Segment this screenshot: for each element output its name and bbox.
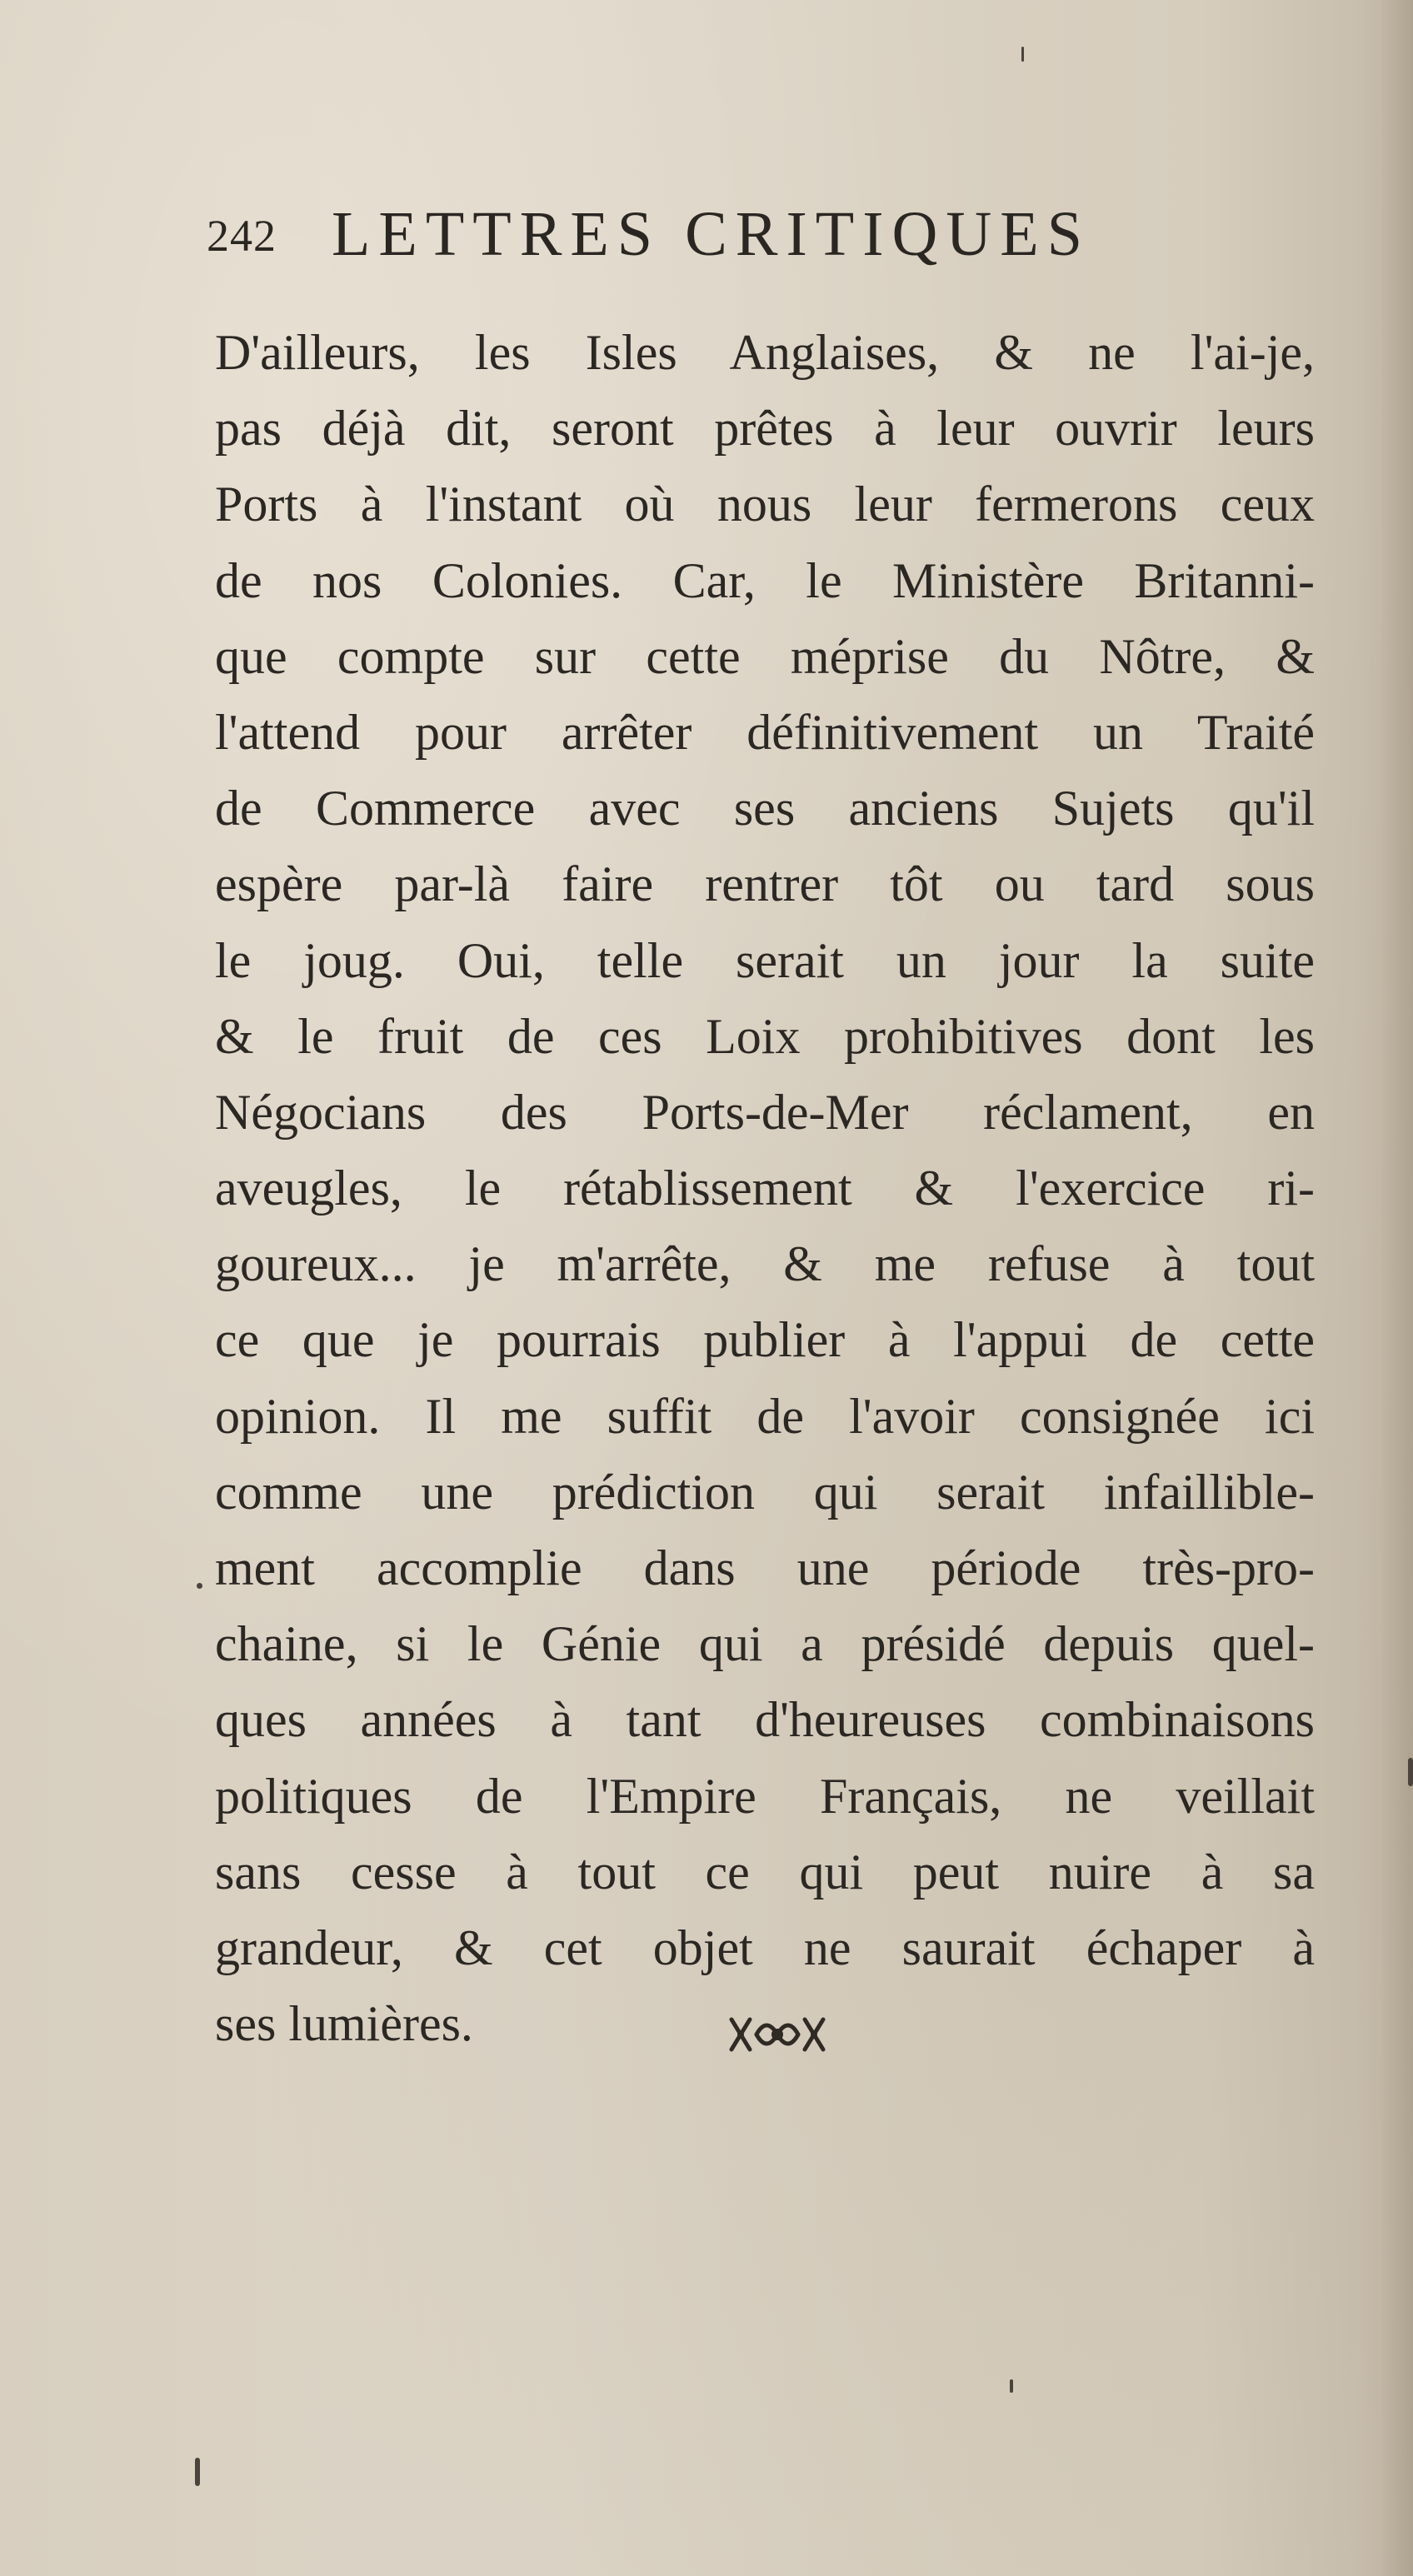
paper-speck [1010, 2379, 1013, 2393]
text-line: Négocians des Ports-de-Mer réclament, en [215, 1084, 1315, 1140]
text-line: politiques de l'Empire Français, ne veillait [215, 1768, 1315, 1824]
paper-speck [197, 1583, 202, 1589]
paper-speck [1021, 47, 1024, 62]
text-line: ques années à tant d'heureuses combinaisons [215, 1692, 1315, 1748]
text-line: de Commerce avec ses anciens Sujets qu'il [215, 781, 1315, 836]
text-line: chaine, si le Génie qui a présidé depuis quel- [215, 1616, 1315, 1672]
text-line: espère par-là faire rentrer tôt ou tard sous [215, 856, 1315, 912]
body-text [215, 315, 1315, 2062]
fleuron-ornament-icon [723, 2009, 831, 2059]
running-head: LETTRES CRITIQUES [332, 199, 1091, 269]
text-line: ment accomplie dans une période très-pro- [215, 1540, 1315, 1595]
page-header [207, 198, 1190, 273]
page-edge-shadow [1380, 0, 1413, 2576]
text-line: pas déjà dit, seront prêtes à leur ouvrir leurs [215, 401, 1315, 457]
text-line: sans cesse à tout ce qui peut nuire à sa [215, 1844, 1315, 1900]
text-line: l'attend pour arrêter définitivement un Traité [215, 704, 1315, 760]
text-line: aveugles, le rétablissement & l'exercice ri- [215, 1161, 1315, 1216]
text-line: comme une prédiction qui serait infaillible- [215, 1464, 1315, 1520]
text-line: grandeur, & cet objet ne saurait échaper à [215, 1920, 1315, 1975]
text-line: Ports à l'instant où nous leur fermerons ceux [215, 477, 1315, 532]
text-line: de nos Colonies. Car, le Ministère Britanni- [215, 552, 1315, 608]
paper-speck [195, 2458, 200, 2486]
text-line: ses lumières. [215, 1996, 473, 2052]
paper-speck [1408, 1758, 1413, 1786]
text-line: D'ailleurs, les Isles Anglaises, & ne l'ai-je, [215, 325, 1315, 380]
text-line: ce que je pourrais publier à l'appui de cette [215, 1312, 1315, 1368]
text-line: le joug. Oui, telle serait un jour la suite [215, 932, 1315, 988]
text-line: goureux... je m'arrête, & me refuse à tout [215, 1236, 1315, 1292]
text-line: opinion. Il me suffit de l'avoir consignée ici [215, 1388, 1315, 1444]
text-line: & le fruit de ces Loix prohibitives dont les [215, 1008, 1315, 1064]
text-line: que compte sur cette méprise du Nôtre, & [215, 628, 1315, 684]
page-number: 242 [207, 211, 277, 261]
